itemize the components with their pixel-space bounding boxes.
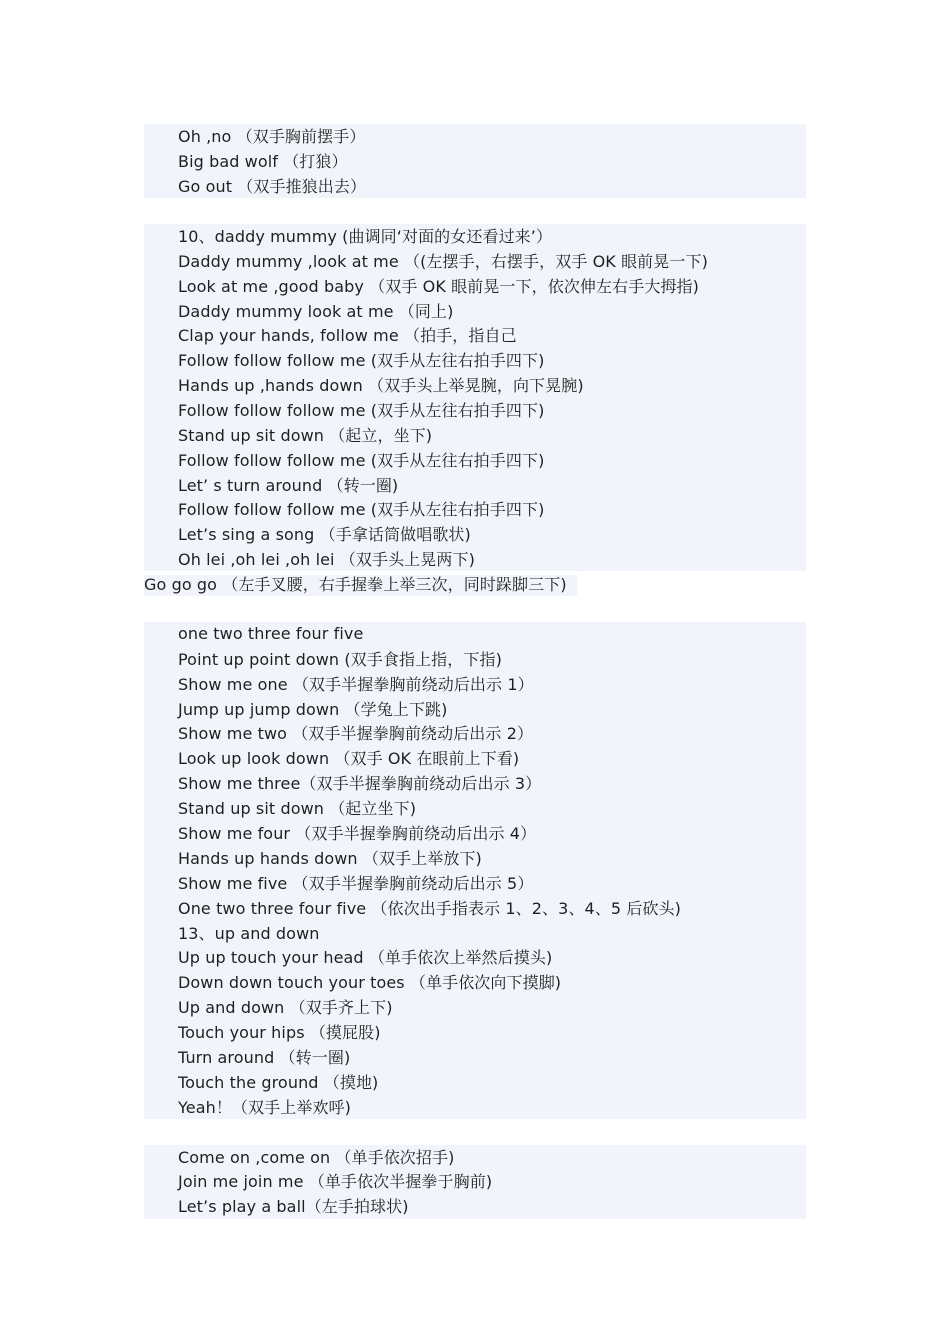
lyric-line: Clap your hands, follow me （拍手，指自己 (178, 326, 517, 345)
lyric-line: Follow follow follow me (双手从左往右拍手四下) (178, 401, 545, 420)
lyric-line: Follow follow follow me (双手从左往右拍手四下) (178, 451, 545, 470)
lyric-line: Show me two （双手半握拳胸前绕动后出示 2） (178, 724, 534, 743)
lyric-line: Look up look down （双手 OK 在眼前上下看) (178, 749, 520, 768)
lyric-line: Yeah！（双手上举欢呼) (178, 1098, 351, 1117)
lyric-line: Come on ,come on （单手依次招手) (178, 1148, 455, 1167)
lyric-line: one two three four five (178, 624, 364, 643)
lyric-line: One two three four five （依次出手指表示 1、2、3、4、5 后砍头) (178, 899, 682, 918)
lyric-line: Touch the ground （摸地) (178, 1073, 379, 1092)
lyric-line: Follow follow follow me (双手从左往右拍手四下) (178, 500, 545, 519)
lyric-line: Up and down （双手齐上下) (178, 998, 393, 1017)
lyric-line: Touch your hips （摸屁股) (178, 1023, 381, 1042)
section-3-background (144, 622, 806, 1119)
lyric-line: Big bad wolf （打狼） (178, 152, 348, 171)
lyric-line: Join me join me （单手依次半握拳于胸前) (178, 1172, 493, 1191)
lyric-line: Stand up sit down （起立，坐下) (178, 426, 433, 445)
lyric-line: Oh ,no （双手胸前摆手） (178, 127, 366, 146)
lyric-line: Daddy mummy look at me （同上) (178, 302, 454, 321)
song-title: 13、up and down (178, 924, 320, 943)
lyric-line: Daddy mummy ,look at me （(左摆手，右摆手，双手 OK 眼前晃一下) (178, 252, 708, 271)
song-title: 10、daddy mummy (曲调同‘对面的女还看过来’） (178, 227, 553, 246)
lyric-line: Hands up ,hands down （双手头上举晃腕，向下晃腕) (178, 376, 584, 395)
lyric-line: Look at me ,good baby （双手 OK 眼前晃一下，依次伸左右手大拇指) (178, 277, 699, 296)
lyric-line: Let’s play a ball（左手拍球状) (178, 1197, 409, 1216)
lyric-line: Turn around （转一圈) (178, 1048, 351, 1067)
lyric-line: Down down touch your toes （单手依次向下摸脚) (178, 973, 562, 992)
lyric-line-outdent: Go go go （左手叉腰，右手握拳上举三次，同时跺脚三下) (144, 575, 577, 596)
lyric-line: Let’s sing a song （手拿话筒做唱歌状) (178, 525, 471, 544)
lyric-line: Hands up hands down （双手上举放下) (178, 849, 482, 868)
lyric-line: Show me four （双手半握拳胸前绕动后出示 4） (178, 824, 537, 843)
lyric-line: Point up point down (双手食指上指，下指) (178, 650, 502, 669)
lyric-line: Jump up jump down （学兔上下跳) (178, 700, 448, 719)
lyric-line: Stand up sit down （起立坐下) (178, 799, 417, 818)
lyric-line: Show me one （双手半握拳胸前绕动后出示 1） (178, 675, 534, 694)
lyric-line: Show me five （双手半握拳胸前绕动后出示 5） (178, 874, 534, 893)
lyric-line: Oh lei ,oh lei ,oh lei （双手头上晃两下) (178, 550, 475, 569)
lyric-line: Up up touch your head （单手依次上举然后摸头) (178, 948, 553, 967)
lyric-line: Let’ s turn around （转一圈) (178, 476, 399, 495)
lyric-line: Go out （双手推狼出去） (178, 177, 367, 196)
lyric-line: Follow follow follow me (双手从左往右拍手四下) (178, 351, 545, 370)
lyric-line: Show me three（双手半握拳胸前绕动后出示 3） (178, 774, 542, 793)
